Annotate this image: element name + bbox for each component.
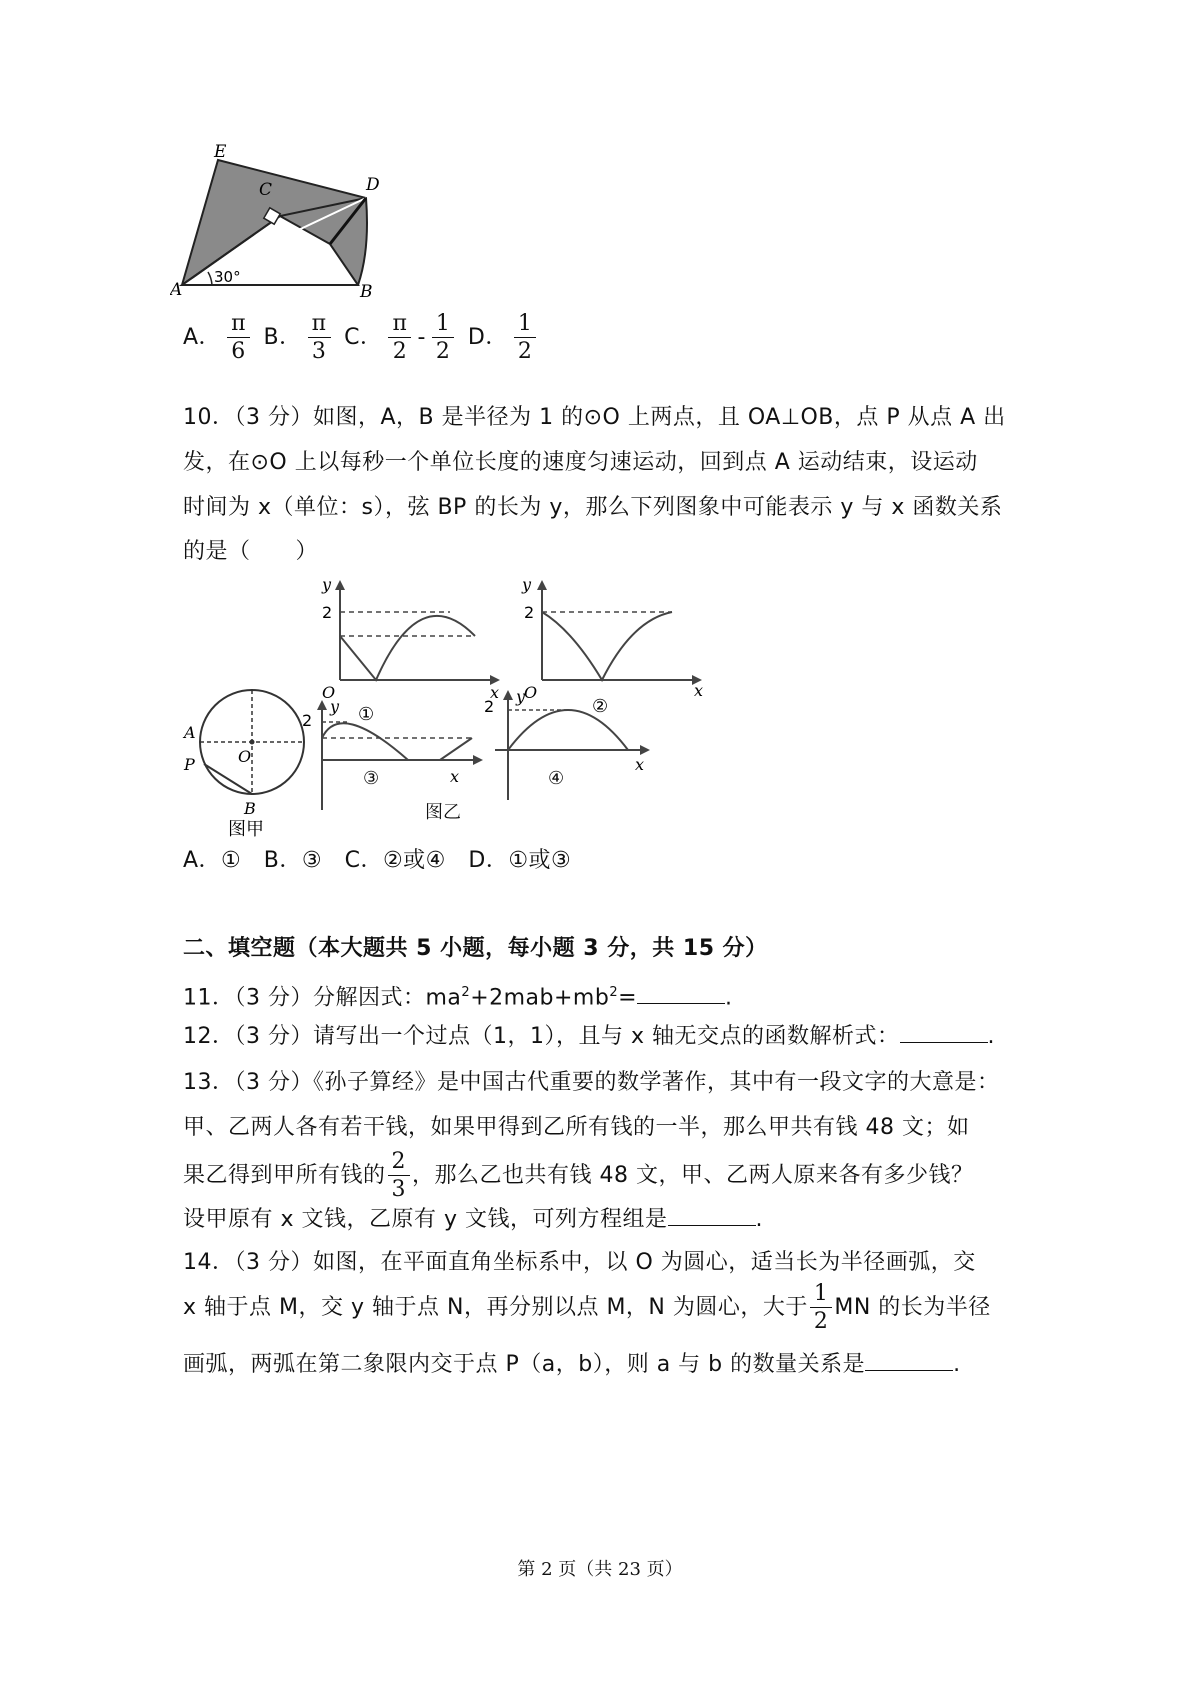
graph-3-number: ③	[363, 768, 380, 789]
q14-line-2a: x 轴于点 M，交 y 轴于点 N，再分别以点 M，N 为圆心，大于	[183, 1295, 808, 1320]
q10-options: A．① B．③ C．②或④ D．①或③	[183, 848, 572, 873]
angle-label: 30°	[214, 268, 241, 286]
y-axis-label: y	[322, 580, 332, 594]
q12-end: .	[987, 1024, 995, 1049]
q10-line-2: 发，在⊙O 上以每秒一个单位长度的速度匀速运动，回到点 A 运动结束，设运动	[183, 450, 978, 475]
q14-line-3	[183, 1350, 961, 1380]
y-tick-2: 2	[524, 603, 535, 622]
section-2-heading: 二、填空题（本大题共 5 小题，每小题 3 分，共 15 分）	[183, 936, 768, 961]
numerator: π	[227, 313, 250, 338]
q11-prefix: 11．（3 分）分解因式：ma	[183, 985, 462, 1011]
graph-4	[480, 690, 670, 800]
denominator: 3	[311, 339, 327, 364]
caption-right: 图乙	[425, 802, 461, 823]
q9-option-d-label: D．	[467, 325, 508, 350]
q9-option-b-label: B．	[263, 325, 302, 350]
q9-options	[183, 312, 542, 364]
q13-line-4-text: 设甲原有 x 文钱，乙原有 y 文钱，可列方程组是	[183, 1207, 668, 1232]
q12	[183, 1022, 995, 1052]
numerator: 2	[388, 1151, 411, 1176]
q10-line-1: 10．（3 分）如图，A，B 是半径为 1 的⊙O 上两点，且 OA⊥OB，点 P 从点 A 出	[183, 405, 1006, 430]
q10-line-4: 的是（ ）	[183, 539, 319, 564]
denominator: 2	[435, 339, 451, 364]
numerator: 1	[810, 1283, 833, 1308]
label-D: D	[366, 175, 380, 195]
denominator: 2	[517, 339, 533, 364]
graph-3	[300, 700, 500, 810]
x-axis-label: x	[490, 683, 500, 702]
circle-figure	[180, 680, 313, 840]
origin-label: O	[524, 683, 538, 702]
fraction	[388, 1151, 411, 1201]
fraction	[308, 313, 331, 363]
label-E: E	[214, 142, 227, 162]
fraction	[432, 313, 455, 363]
fraction	[388, 313, 411, 363]
label-P: P	[184, 755, 195, 774]
q14-line-2b: MN 的长为半径	[834, 1295, 991, 1320]
q14-line-2	[183, 1280, 991, 1336]
minus-sign: -	[417, 325, 426, 350]
x-axis-label: x	[635, 755, 645, 774]
q11-end: .	[725, 985, 733, 1011]
caption-left: 图甲	[228, 819, 264, 840]
label-C: C	[259, 180, 273, 200]
q12-text: 12．（3 分）请写出一个过点（1，1），且与 x 轴无交点的函数解析式：	[183, 1024, 900, 1049]
label-A: A	[184, 723, 196, 742]
answer-blank[interactable]	[668, 1205, 756, 1226]
y-axis-label: y	[330, 700, 340, 716]
denominator: 2	[813, 1309, 829, 1334]
answer-blank[interactable]	[900, 1022, 988, 1043]
exponent: 2	[609, 985, 619, 1000]
q13-line-2: 甲、乙两人各有若干钱，如果甲得到乙所有钱的一半，那么甲共有钱 48 文；如	[183, 1115, 970, 1140]
answer-blank[interactable]	[865, 1350, 953, 1371]
x-axis-label: x	[450, 767, 460, 786]
q14-line-1: 14．（3 分）如图，在平面直角坐标系中，以 O 为圆心，适当长为半径画弧，交	[183, 1250, 976, 1275]
q11-mid: +2mab+mb	[470, 985, 610, 1011]
label-B: B	[360, 282, 373, 302]
numerator: 1	[514, 313, 537, 338]
q13-line-3	[183, 1148, 974, 1204]
label-O: O	[238, 747, 252, 766]
y-axis-label: y	[516, 690, 526, 706]
denominator: 2	[392, 339, 408, 364]
numerator: π	[308, 313, 331, 338]
x-axis-label: x	[694, 681, 704, 700]
q13-line-3b: ，那么乙也共有钱 48 文，甲、乙两人原来各有多少钱？	[412, 1163, 974, 1188]
q11	[183, 978, 733, 1013]
q14-end: .	[953, 1352, 961, 1377]
graph-number: ①	[358, 704, 375, 725]
q13-line-4	[183, 1205, 763, 1235]
q10-line-3: 时间为 x（单位：s），弦 BP 的长为 y，那么下列图象中可能表示 y 与 x 函数关系	[183, 495, 1003, 520]
y-tick-2: 2	[302, 711, 313, 730]
q11-suffix: =	[618, 985, 638, 1011]
y-tick-2: 2	[484, 697, 495, 716]
q9-figure	[170, 140, 400, 310]
fraction	[227, 313, 250, 363]
label-B: B	[244, 799, 256, 818]
y-axis-label: y	[522, 580, 532, 594]
q14-line-3-text: 画弧，两弧在第二象限内交于点 P（a，b），则 a 与 b 的数量关系是	[183, 1352, 866, 1377]
answer-blank[interactable]	[637, 983, 725, 1004]
q13-end: .	[755, 1207, 764, 1232]
denominator: 3	[391, 1177, 407, 1202]
fraction	[514, 313, 537, 363]
origin-label: O	[322, 683, 336, 702]
numerator: π	[388, 313, 411, 338]
q9-option-c-label: C．	[344, 325, 383, 350]
q13-line-3a: 果乙得到甲所有钱的	[183, 1163, 386, 1188]
numerator: 1	[432, 313, 455, 338]
denominator: 6	[231, 339, 246, 364]
q13-line-1: 13．（3 分）《孙子算经》是中国古代重要的数学著作，其中有一段文字的大意是：	[183, 1070, 1000, 1095]
exponent: 2	[461, 985, 471, 1000]
page-footer: 第 2 页（共 23 页）	[517, 1559, 683, 1580]
fraction	[810, 1283, 833, 1333]
y-tick-2: 2	[322, 603, 333, 622]
q9-option-a-label: A．	[183, 325, 222, 350]
graph-number: ②	[592, 696, 609, 717]
graph-4-number: ④	[548, 768, 565, 789]
label-A: A	[170, 280, 183, 300]
